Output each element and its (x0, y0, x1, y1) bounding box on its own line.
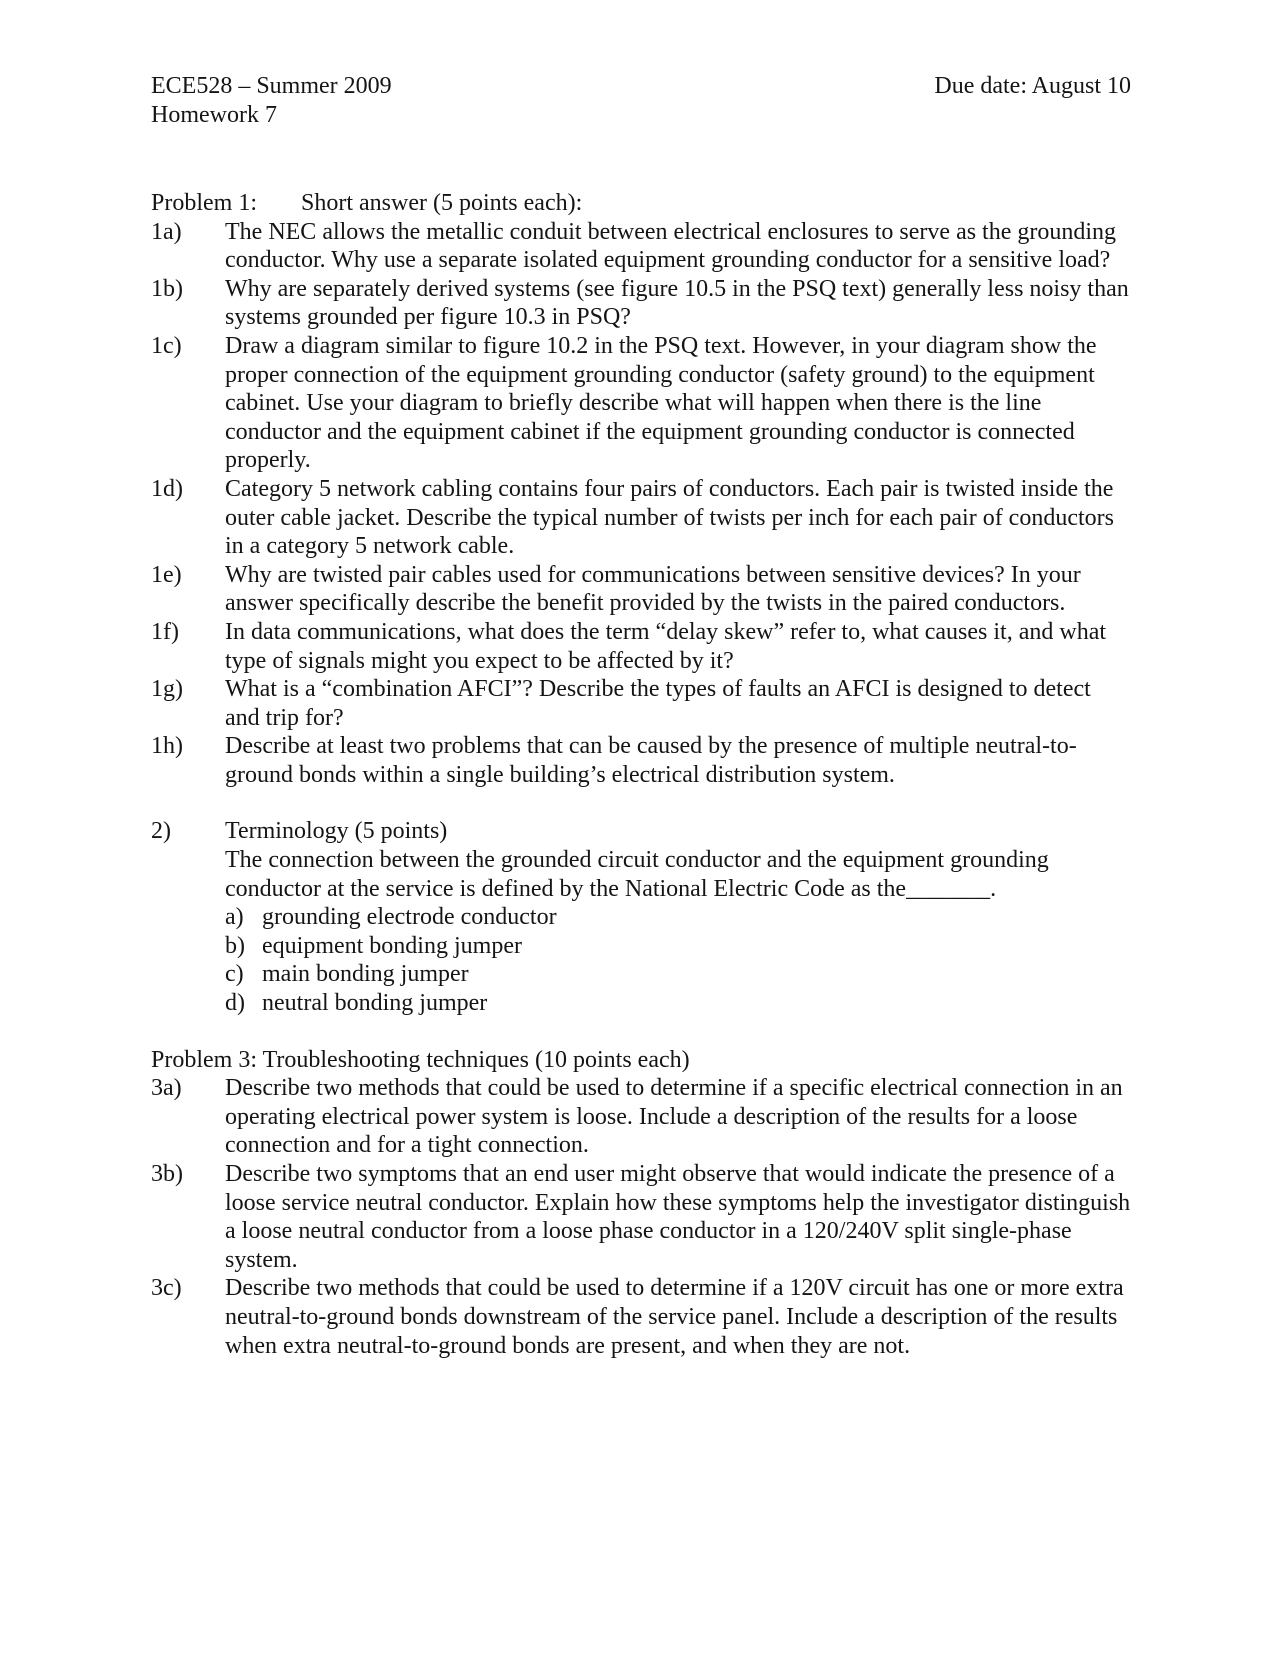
document-header (151, 72, 1131, 130)
item-text: Why are twisted pair cables used for communications between sensitive devices? In your answer specifically describe the benefit provided by the twists in the paired conductors. (225, 561, 1081, 617)
problem1-list (151, 218, 1131, 790)
answer-option (225, 903, 1131, 932)
item-text: What is a “combination AFCI”? Describe the types of faults an AFCI is designed to detect and trip for? (225, 676, 1091, 731)
item-text: In data communications, what does the term “delay skew” refer to, what causes it, and what type of signals might you expect to be affected by it? (225, 618, 1107, 674)
item-number: 1a) (151, 218, 182, 245)
problem1-title: Short answer (5 points each): (301, 190, 583, 216)
problem1-item (151, 675, 1131, 732)
item-number: 3c) (151, 1275, 182, 1302)
problem1-item (151, 275, 1131, 332)
problem1-item (151, 332, 1131, 475)
problem2-text: The connection between the grounded circuit conductor and the equipment grounding conductor at the service is defined by the National Electric Code as the_______. (225, 847, 1049, 902)
option-letter: d) (225, 990, 245, 1017)
problem1-item (151, 218, 1131, 275)
item-number: 1b) (151, 275, 183, 302)
item-text: The NEC allows the metallic conduit between electrical enclosures to serve as the grounding conductor. Why use a separate isolated equipment grounding conductor for a sensitive load? (225, 218, 1117, 274)
item-number: 1h) (151, 733, 183, 760)
problem1-item (151, 732, 1131, 789)
item-text: Describe at least two problems that can be caused by the presence of multiple neutral-to-ground bonds within a single building’s electrical distribution system. (225, 733, 1077, 788)
item-number: 3a) (151, 1075, 182, 1102)
item-text: Describe two methods that could be used to determine if a 120V circuit has one or more extra neutral-to-ground bonds downstream of the service panel. Include a description of the results when extra neutral-to-ground bonds are present, and when they are not. (225, 1275, 1124, 1359)
item-text: Category 5 network cabling contains four pairs of conductors. Each pair is twisted inside the outer cable jacket. Describe the typical number of twists per inch for each pair of conductors in a category 5 network cable. (225, 475, 1114, 560)
problem3-item (151, 1274, 1131, 1360)
problem2 (151, 817, 1131, 1017)
problem3-heading: Problem 3: Troubleshooting techniques (10 points each) (151, 1046, 690, 1073)
problem1-item (151, 618, 1131, 675)
option-text: grounding electrode conductor (262, 904, 557, 931)
item-number: 1f) (151, 618, 179, 645)
item-text: Draw a diagram similar to figure 10.2 in the PSQ text. However, in your diagram show the proper connection of the equipment grounding conductor (safety ground) to the equipment cabinet. Use your diagram to briefly describe what will happen when there is the line conductor and the equipment cabinet if the equipment grounding conductor is connected properly. (225, 332, 1097, 474)
item-number: 3b) (151, 1161, 183, 1187)
course-title: ECE528 – Summer 2009 (151, 73, 392, 99)
item-number: 1e) (151, 561, 182, 588)
document-page (151, 72, 1131, 1360)
problem1-heading (151, 189, 1131, 218)
problem3-item (151, 1074, 1131, 1160)
item-text: Describe two methods that could be used to determine if a specific electrical connection in an operating electrical power system is loose. Include a description of the results for a loose connection and for a tight connection. (225, 1075, 1123, 1159)
option-text: neutral bonding jumper (262, 990, 488, 1017)
item-text: Why are separately derived systems (see figure 10.5 in the PSQ text) generally less noisy than systems grounded per figure 10.3 in PSQ? (225, 275, 1129, 331)
problem2-title: Terminology (5 points) (225, 818, 448, 845)
answer-option (225, 960, 1131, 989)
option-letter: c) (225, 961, 244, 988)
problem3-item (151, 1160, 1131, 1274)
option-letter: b) (225, 932, 245, 959)
answer-option (225, 989, 1131, 1018)
item-number: 1c) (151, 332, 182, 359)
problem1-item (151, 561, 1131, 618)
problem2-number: 2) (151, 818, 171, 845)
item-number: 1d) (151, 475, 183, 502)
due-date: Due date: August 10 (934, 73, 1131, 99)
answer-option (225, 932, 1131, 961)
problem1-label: Problem 1: (151, 190, 257, 216)
option-letter: a) (225, 904, 244, 931)
problem3-list (151, 1074, 1131, 1360)
item-text: Describe two symptoms that an end user might observe that would indicate the presence of a loose service neutral conductor. Explain how these symptoms help the investigator distinguish a loose neutral conductor from a loose phase conductor in a 120/240V split single-phase system. (225, 1161, 1131, 1273)
option-text: equipment bonding jumper (262, 932, 522, 959)
item-number: 1g) (151, 676, 183, 703)
problem1-item (151, 475, 1131, 561)
homework-title: Homework 7 (151, 102, 277, 128)
option-text: main bonding jumper (262, 961, 469, 988)
